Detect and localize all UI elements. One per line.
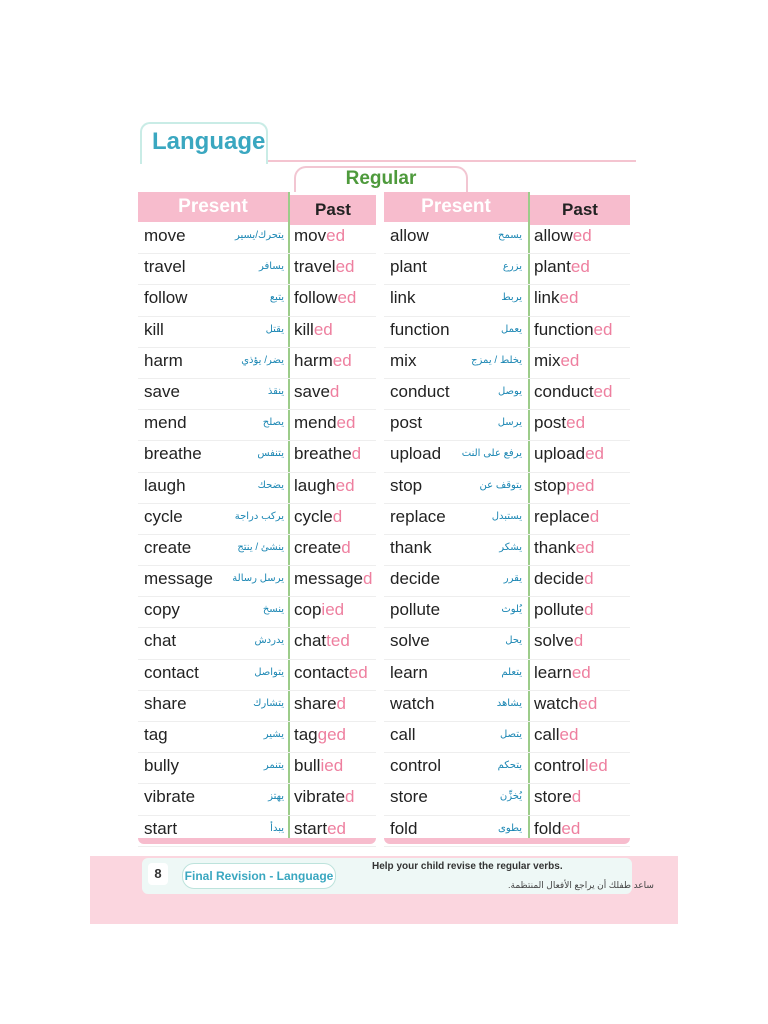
present-verb: plant [390, 257, 427, 277]
present-verb: save [144, 381, 180, 401]
present-verb: function [390, 319, 450, 339]
verb-row [138, 722, 376, 753]
past-stem: contact [294, 662, 349, 682]
past-stem: mend [294, 413, 337, 433]
past-suffix: ed [326, 226, 346, 245]
present-verb: follow [144, 288, 188, 308]
present-verb: chat [144, 631, 177, 651]
past-suffix: ied [321, 600, 345, 620]
past-verb [534, 351, 579, 371]
past-stem: store [534, 787, 572, 807]
past-stem: mov [294, 226, 327, 245]
verb-row [138, 566, 376, 597]
arabic-meaning: يحل [505, 635, 522, 647]
past-verb [294, 476, 355, 496]
past-verb [534, 694, 597, 714]
present-verb: message [144, 569, 213, 589]
verb-list-left [138, 223, 376, 847]
past-verb [294, 756, 343, 776]
past-stem: plant [534, 257, 571, 277]
past-stem: kill [294, 319, 314, 339]
past-suffix: ed [559, 288, 579, 308]
table-title: Regular [345, 168, 417, 189]
present-verb: create [144, 537, 192, 557]
present-verb: start [144, 818, 178, 838]
past-suffix: d [336, 693, 346, 713]
past-verb [294, 631, 350, 651]
past-stem: create [294, 537, 342, 557]
verb-row [138, 317, 376, 348]
verb-row [138, 348, 376, 379]
present-verb: kill [144, 319, 164, 339]
past-verb [534, 756, 608, 776]
past-suffix: ed [566, 413, 586, 433]
verb-row [384, 691, 630, 722]
past-verb [534, 226, 592, 246]
arabic-meaning: يتنمر [263, 760, 284, 772]
verb-table-right [384, 192, 630, 838]
arabic-meaning: يعمل [501, 323, 522, 335]
past-verb [534, 725, 578, 745]
past-stem: post [534, 413, 567, 433]
past-verb [294, 288, 356, 308]
past-stem: call [534, 725, 560, 744]
verb-table-left [138, 192, 376, 838]
past-suffix: ed [348, 662, 368, 682]
present-verb: conduct [390, 381, 450, 401]
verb-row [138, 628, 376, 659]
past-stem: stop [534, 475, 567, 495]
past-suffix: ed [572, 226, 592, 245]
past-verb [534, 320, 612, 340]
past-suffix: ed [335, 475, 355, 495]
past-verb [534, 507, 599, 527]
footer-note-arabic: ساعد طفلك أن يراجع الأفعال المنتظمة. [508, 880, 654, 890]
present-verb: pollute [390, 600, 441, 620]
arabic-meaning: يبدأ [270, 822, 284, 834]
verb-row [384, 441, 630, 472]
present-verb: call [390, 725, 416, 744]
past-verb [294, 226, 345, 246]
past-verb [294, 663, 368, 683]
past-stem: thank [534, 537, 576, 557]
arabic-meaning: يقرر [503, 573, 522, 585]
verb-row [138, 504, 376, 535]
past-suffix: ied [320, 756, 344, 776]
present-verb: learn [390, 662, 428, 682]
past-suffix: ed [332, 350, 352, 370]
past-verb [534, 538, 595, 558]
past-stem: watch [534, 693, 579, 713]
verb-row [138, 535, 376, 566]
arabic-meaning: يتصل [499, 729, 522, 740]
arabic-meaning: يخلط / يمزج [471, 354, 522, 366]
present-verb: contact [144, 662, 199, 682]
past-verb [534, 569, 594, 589]
past-stem: cycle [294, 506, 333, 526]
arabic-meaning: يضحك [257, 479, 284, 491]
past-verb [294, 694, 346, 714]
past-verb [294, 413, 355, 433]
present-verb: cycle [144, 506, 183, 526]
verb-row [138, 753, 376, 784]
past-suffix: ed [559, 725, 579, 744]
verb-row [138, 660, 376, 691]
past-suffix: ed [571, 662, 591, 682]
past-suffix: d [332, 506, 343, 526]
arabic-meaning: يشكر [499, 541, 522, 553]
past-suffix: ed [313, 319, 333, 339]
verb-row [138, 784, 376, 815]
present-verb: share [144, 693, 187, 713]
arabic-meaning: يدردش [254, 635, 284, 647]
past-verb [294, 787, 355, 807]
past-stem: cop [294, 600, 322, 620]
present-verb: stop [390, 475, 423, 495]
present-verb: watch [390, 693, 435, 713]
past-suffix: led [585, 756, 608, 776]
section-tab [140, 122, 268, 164]
verb-row [138, 223, 376, 254]
past-verb [534, 787, 581, 807]
past-verb [534, 382, 612, 402]
past-stem: share [294, 693, 337, 713]
present-verb: breathe [144, 444, 202, 464]
past-verb [294, 382, 339, 402]
present-verb: mend [144, 413, 187, 433]
past-suffix: ed [578, 693, 598, 713]
past-suffix: ped [566, 475, 595, 495]
footer-title: Final Revision - Language [182, 863, 336, 889]
arabic-meaning: يتحكم [497, 760, 522, 772]
past-verb [534, 444, 604, 464]
past-suffix: d [341, 537, 351, 557]
present-verb: allow [390, 226, 429, 245]
present-verb: solve [390, 631, 430, 651]
past-suffix: ed [327, 818, 346, 838]
present-verb: travel [144, 257, 186, 277]
past-stem: function [534, 319, 594, 339]
present-verb: control [390, 756, 442, 776]
arabic-meaning: يشاهد [496, 697, 522, 709]
past-verb [294, 538, 351, 558]
past-suffix: ged [317, 725, 347, 744]
verb-row [138, 379, 376, 410]
arabic-meaning: يربط [501, 292, 522, 304]
past-stem: travel [294, 257, 336, 277]
past-verb [534, 663, 591, 683]
verb-row [384, 784, 630, 815]
verb-row [138, 473, 376, 504]
arabic-meaning: يسافر [258, 261, 284, 273]
arabic-meaning: يشير [263, 729, 284, 740]
verb-row [384, 628, 630, 659]
past-stem: laugh [294, 475, 336, 495]
present-verb: copy [144, 600, 180, 620]
present-verb: tag [144, 725, 168, 744]
past-verb [294, 725, 346, 745]
past-verb [534, 413, 585, 433]
arabic-meaning: يتشارك [253, 697, 284, 709]
past-verb [294, 569, 372, 589]
past-stem: chat [294, 631, 327, 651]
verb-row [384, 660, 630, 691]
verb-row [384, 223, 630, 254]
verb-row [138, 410, 376, 441]
verb-row [384, 753, 630, 784]
verb-row [384, 535, 630, 566]
past-stem: follow [294, 288, 338, 308]
past-stem: message [294, 569, 363, 589]
column-header-present: Present [138, 192, 288, 222]
present-verb: thank [390, 537, 432, 557]
past-verb [294, 257, 355, 277]
present-verb: replace [390, 506, 446, 526]
past-verb [294, 507, 342, 527]
past-suffix: ed [593, 319, 613, 339]
arabic-meaning: يهتز [268, 791, 284, 803]
arabic-meaning: يضر/ يؤذي [241, 354, 284, 366]
verb-list-right [384, 223, 630, 847]
verb-row [138, 254, 376, 285]
verb-row [384, 722, 630, 753]
past-stem: solve [534, 631, 574, 651]
past-suffix: d [589, 506, 600, 526]
present-verb: fold [390, 818, 418, 838]
past-suffix: d [329, 381, 340, 401]
past-stem: start [294, 818, 328, 838]
verb-row [384, 410, 630, 441]
past-suffix: d [345, 787, 355, 807]
present-verb: vibrate [144, 787, 196, 807]
present-verb: link [390, 288, 416, 308]
arabic-meaning: يرسل [497, 417, 522, 429]
past-suffix: ed [335, 257, 355, 277]
column-header-past: Past [290, 195, 376, 225]
arabic-meaning: يرسل رسالة [232, 573, 284, 585]
past-suffix: ed [585, 444, 604, 464]
arabic-meaning: يُلوث [501, 604, 522, 616]
past-stem: mix [534, 350, 561, 370]
past-suffix: d [571, 787, 582, 807]
past-verb [294, 819, 346, 839]
arabic-meaning: يرفع على النت [461, 448, 522, 460]
past-stem: replace [534, 506, 590, 526]
past-stem: link [534, 288, 560, 308]
past-verb [534, 288, 578, 308]
past-verb [534, 257, 590, 277]
past-stem: harm [294, 350, 333, 370]
page-number: 8 [148, 863, 168, 885]
arabic-meaning: يقتل [265, 323, 284, 335]
arabic-meaning: يتنفس [257, 448, 284, 460]
arabic-meaning: يسمح [498, 230, 522, 241]
past-verb [294, 444, 361, 464]
present-verb: mix [390, 350, 417, 370]
verb-row [384, 566, 630, 597]
past-stem: bull [294, 756, 321, 776]
present-verb: post [390, 413, 423, 433]
column-header-present: Present [384, 192, 528, 222]
arabic-meaning: يُخزِّن [499, 791, 522, 803]
past-suffix: d [362, 569, 373, 589]
past-stem: vibrate [294, 787, 346, 807]
arabic-meaning: يتواصل [254, 666, 284, 678]
verb-row [384, 473, 630, 504]
past-suffix: ed [337, 288, 357, 308]
arabic-meaning: يتحرك/يسير [234, 230, 284, 241]
verb-row [384, 597, 630, 628]
footer-note-english: Help your child revise the regular verbs. [372, 861, 563, 872]
past-verb [534, 631, 583, 651]
table-bottom-border [138, 838, 376, 844]
past-stem: learn [534, 662, 572, 682]
past-stem: breathe [294, 444, 352, 464]
past-stem: conduct [534, 381, 594, 401]
past-verb [534, 600, 594, 620]
past-verb [534, 819, 580, 839]
verb-row [384, 254, 630, 285]
arabic-meaning: يزرع [502, 261, 522, 273]
verb-row [384, 379, 630, 410]
verb-row [384, 504, 630, 535]
verb-row [384, 348, 630, 379]
present-verb: bully [144, 756, 179, 776]
arabic-meaning: يوصل [497, 385, 522, 397]
past-suffix: ed [561, 818, 581, 838]
past-suffix: d [584, 569, 594, 589]
present-verb: move [144, 226, 186, 245]
arabic-meaning: يصلح [262, 417, 284, 429]
past-suffix: ted [326, 631, 350, 651]
past-stem: control [534, 756, 586, 776]
past-stem: upload [534, 444, 586, 464]
present-verb: upload [390, 444, 442, 464]
present-verb: harm [144, 350, 183, 370]
past-stem: fold [534, 818, 562, 838]
section-title: Language [152, 128, 266, 155]
past-stem: pollute [534, 600, 585, 620]
past-stem: decide [534, 569, 585, 589]
past-verb [294, 320, 333, 340]
past-verb [294, 600, 344, 620]
column-header-past: Past [530, 195, 630, 225]
arabic-meaning: يتوقف عن [479, 479, 522, 491]
present-verb: laugh [144, 475, 186, 495]
past-verb [534, 476, 595, 496]
table-bottom-border [384, 838, 630, 844]
present-verb: store [390, 787, 428, 807]
past-suffix: ed [336, 413, 356, 433]
arabic-meaning: يركب دراجة [234, 510, 284, 522]
past-suffix: ed [593, 381, 613, 401]
past-stem: save [294, 381, 330, 401]
past-suffix: d [584, 600, 594, 620]
arabic-meaning: يتبع [269, 292, 284, 304]
arabic-meaning: ينقذ [267, 385, 284, 397]
verb-row [384, 285, 630, 316]
arabic-meaning: ينشئ / ينتج [237, 541, 284, 553]
arabic-meaning: يطوى [498, 822, 522, 834]
past-verb [294, 351, 352, 371]
verb-row [138, 441, 376, 472]
verb-row [138, 597, 376, 628]
past-stem: tag [294, 725, 318, 744]
header-rule [262, 160, 636, 162]
past-suffix: d [351, 444, 362, 464]
past-suffix: ed [560, 350, 580, 370]
arabic-meaning: يستبدل [491, 510, 522, 522]
verb-row [138, 285, 376, 316]
past-suffix: d [573, 631, 584, 651]
verb-row [384, 317, 630, 348]
verb-row [138, 691, 376, 722]
past-suffix: ed [570, 257, 590, 277]
past-suffix: ed [575, 537, 595, 557]
present-verb: decide [390, 569, 441, 589]
past-stem: allow [534, 226, 573, 245]
arabic-meaning: ينسخ [262, 604, 284, 616]
arabic-meaning: يتعلم [501, 666, 522, 678]
